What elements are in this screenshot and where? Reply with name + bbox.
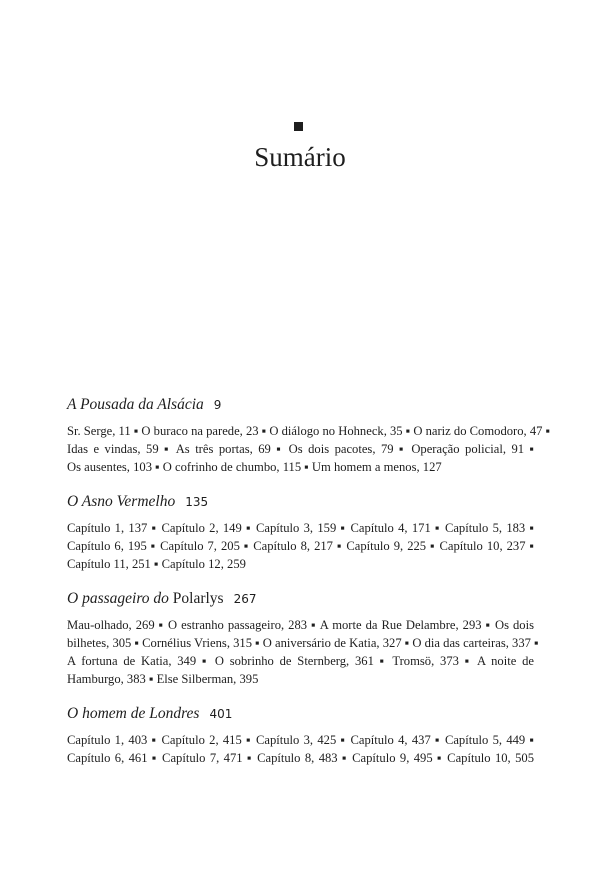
section-heading: [67, 395, 534, 415]
toc-line: Idas e vindas, 59 ▪ As três portas, 69 ▪ Os dois pacotes, 79 ▪ Operação policial, 91 ▪: [67, 442, 534, 456]
toc-line: Os ausentes, 103 ▪ O cofrinho de chumbo, 115 ▪ Um homem a menos, 127: [67, 460, 442, 474]
section-page-number: 267: [233, 592, 257, 606]
toc-line: Capítulo 1, 403 ▪ Capítulo 2, 415 ▪ Capítulo 3, 425 ▪ Capítulo 4, 437 ▪ Capítulo 5, 449 ▪: [67, 733, 534, 747]
toc-line: bilhetes, 305 ▪ Cornélius Vriens, 315 ▪ O aniversário de Katia, 327 ▪ O dia das carteiras, 337 ▪: [67, 636, 539, 650]
toc-line: Mau-olhado, 269 ▪ O estranho passageiro, 283 ▪ A morte da Rue Delambre, 293 ▪ Os dois: [67, 618, 534, 632]
toc-line: Capítulo 6, 461 ▪ Capítulo 7, 471 ▪ Capítulo 8, 483 ▪ Capítulo 9, 495 ▪ Capítulo 10, 505: [67, 751, 534, 765]
section-title: O Asno Vermelho: [67, 493, 176, 510]
toc-section: [67, 492, 534, 573]
section-title-ship-name: Polarlys: [172, 590, 224, 607]
toc-line: A fortuna de Katia, 349 ▪ O sobrinho de Sternberg, 361 ▪ Tromsö, 373 ▪ A noite de: [67, 654, 534, 668]
section-heading: [67, 492, 534, 512]
section-title: O passageiro do: [67, 590, 173, 607]
section-page-number: 9: [213, 398, 222, 412]
toc-section: [67, 395, 551, 476]
toc-section: [67, 589, 539, 688]
toc-line: Capítulo 6, 195 ▪ Capítulo 7, 205 ▪ Capítulo 8, 217 ▪ Capítulo 9, 225 ▪ Capítulo 10, 237 ▪: [67, 539, 534, 553]
section-heading: [67, 589, 534, 609]
toc-section: [67, 704, 534, 767]
table-of-contents: [67, 395, 551, 783]
section-title: O homem de Londres: [67, 705, 200, 722]
toc-line: Sr. Serge, 11 ▪ O buraco na parede, 23 ▪ O diálogo no Hohneck, 35 ▪ O nariz do Comodoro, 47 ▪: [67, 424, 551, 438]
section-page-number: 135: [185, 495, 209, 509]
toc-line: Capítulo 1, 137 ▪ Capítulo 2, 149 ▪ Capítulo 3, 159 ▪ Capítulo 4, 171 ▪ Capítulo 5, 183 ▪: [67, 521, 534, 535]
section-title: A Pousada da Alsácia: [67, 396, 204, 413]
page-title: Sumário: [254, 142, 346, 172]
toc-line: Hamburgo, 383 ▪ Else Silberman, 395: [67, 672, 259, 686]
section-heading: [67, 704, 534, 724]
title-ornament-square: [294, 122, 303, 131]
section-page-number: 401: [209, 707, 233, 721]
toc-line: Capítulo 11, 251 ▪ Capítulo 12, 259: [67, 557, 246, 571]
